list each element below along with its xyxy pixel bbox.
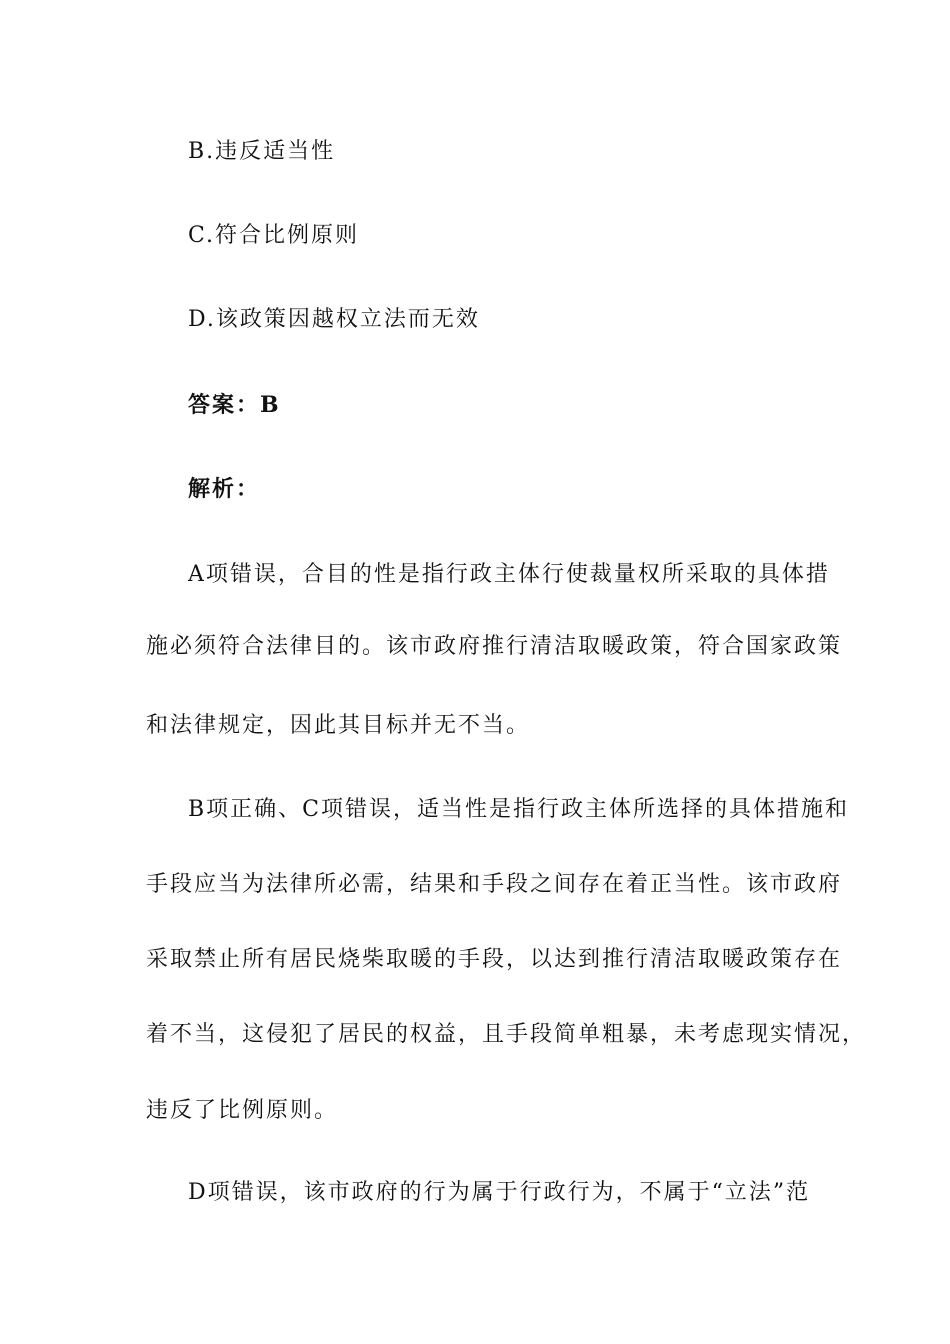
analysis-paragraph-bc-line-3: 采取禁止所有居民烧柴取暖的手段，以达到推行清洁取暖政策存在 <box>146 947 843 972</box>
option-b: B.违反适当性 <box>188 139 336 164</box>
analysis-paragraph-d-line-1: D项错误，该市政府的行为属于行政行为，不属于“立法”范 <box>188 1180 811 1205</box>
analysis-heading: 解析： <box>188 476 261 502</box>
analysis-paragraph-a-line-3: 和法律规定，因此其目标并无不当。 <box>146 713 531 738</box>
analysis-paragraph-a-line-1: A项错误，合目的性是指行政主体行使裁量权所采取的具体措 <box>188 562 830 587</box>
analysis-paragraph-bc-line-5: 违反了比例原则。 <box>146 1098 339 1123</box>
analysis-paragraph-bc-line-1: B项正确、C项错误，适当性是指行政主体所选择的具体措施和 <box>188 797 850 822</box>
option-d: D.该政策因越权立法而无效 <box>188 307 480 332</box>
analysis-paragraph-a-line-2: 施必须符合法律目的。该市政府推行清洁取暖政策，符合国家政策 <box>146 634 843 659</box>
answer-label: 答案：B <box>188 392 281 418</box>
analysis-paragraph-bc-line-4: 着不当，这侵犯了居民的权益，且手段简单粗暴，未考虑现实情况， <box>146 1022 867 1047</box>
analysis-paragraph-bc-line-2: 手段应当为法律所必需，结果和手段之间存在着正当性。该市政府 <box>146 872 843 897</box>
option-c: C.符合比例原则 <box>188 223 360 248</box>
